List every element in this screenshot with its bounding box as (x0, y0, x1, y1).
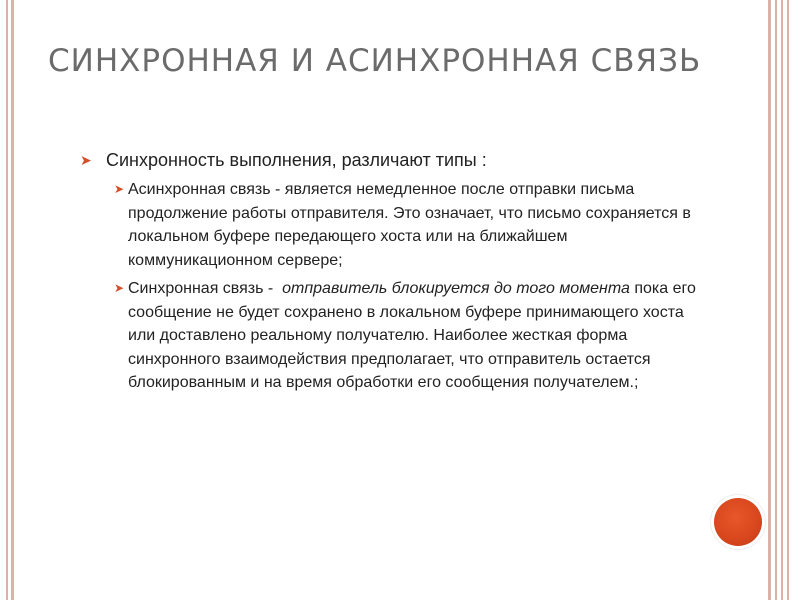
right-border-line (781, 0, 783, 600)
sub-bullet-item (114, 277, 700, 395)
sub-bullet-text: Асинхронная связь - является немедленное после отправки письма продолжение работы отправителя. Это означает, что письмо сохраняется в локальном буфере передающего хоста или на ближайшем коммуникационном сервере; (128, 181, 691, 269)
left-border-line (6, 0, 8, 600)
bullet-text: Синхронность выполнения, различают типы : (106, 150, 487, 170)
bullet-arrow-icon: ➤ (114, 182, 125, 196)
sub-bullet-text-italic: отправитель блокируется до того момента (282, 280, 630, 297)
bullet-arrow-icon: ➤ (114, 281, 125, 295)
sub-bullet-text-prefix: Синхронная связь - (128, 280, 283, 297)
bullet-item (80, 148, 700, 172)
right-border-line (775, 0, 777, 600)
right-border-line (787, 0, 789, 600)
left-border-line (11, 0, 14, 600)
right-border-line (768, 0, 771, 600)
slide-title: СИНХРОННАЯ И АСИНХРОННАЯ СВЯЗЬ (48, 43, 702, 79)
slide-content (80, 148, 700, 400)
bullet-arrow-icon: ➤ (80, 152, 92, 168)
orange-circle-decoration (714, 498, 762, 546)
sub-bullet-item (114, 178, 700, 272)
sub-bullet-text-rest: пока его сообщение не будет сохранено в локальном буфере принимающего хоста или доставлено реальному получателю. Наиболее жесткая форма синхронного взаимодействия предполагает, что отправитель остается блокированным и на время обработки его сообщения получателем.; (128, 280, 696, 391)
